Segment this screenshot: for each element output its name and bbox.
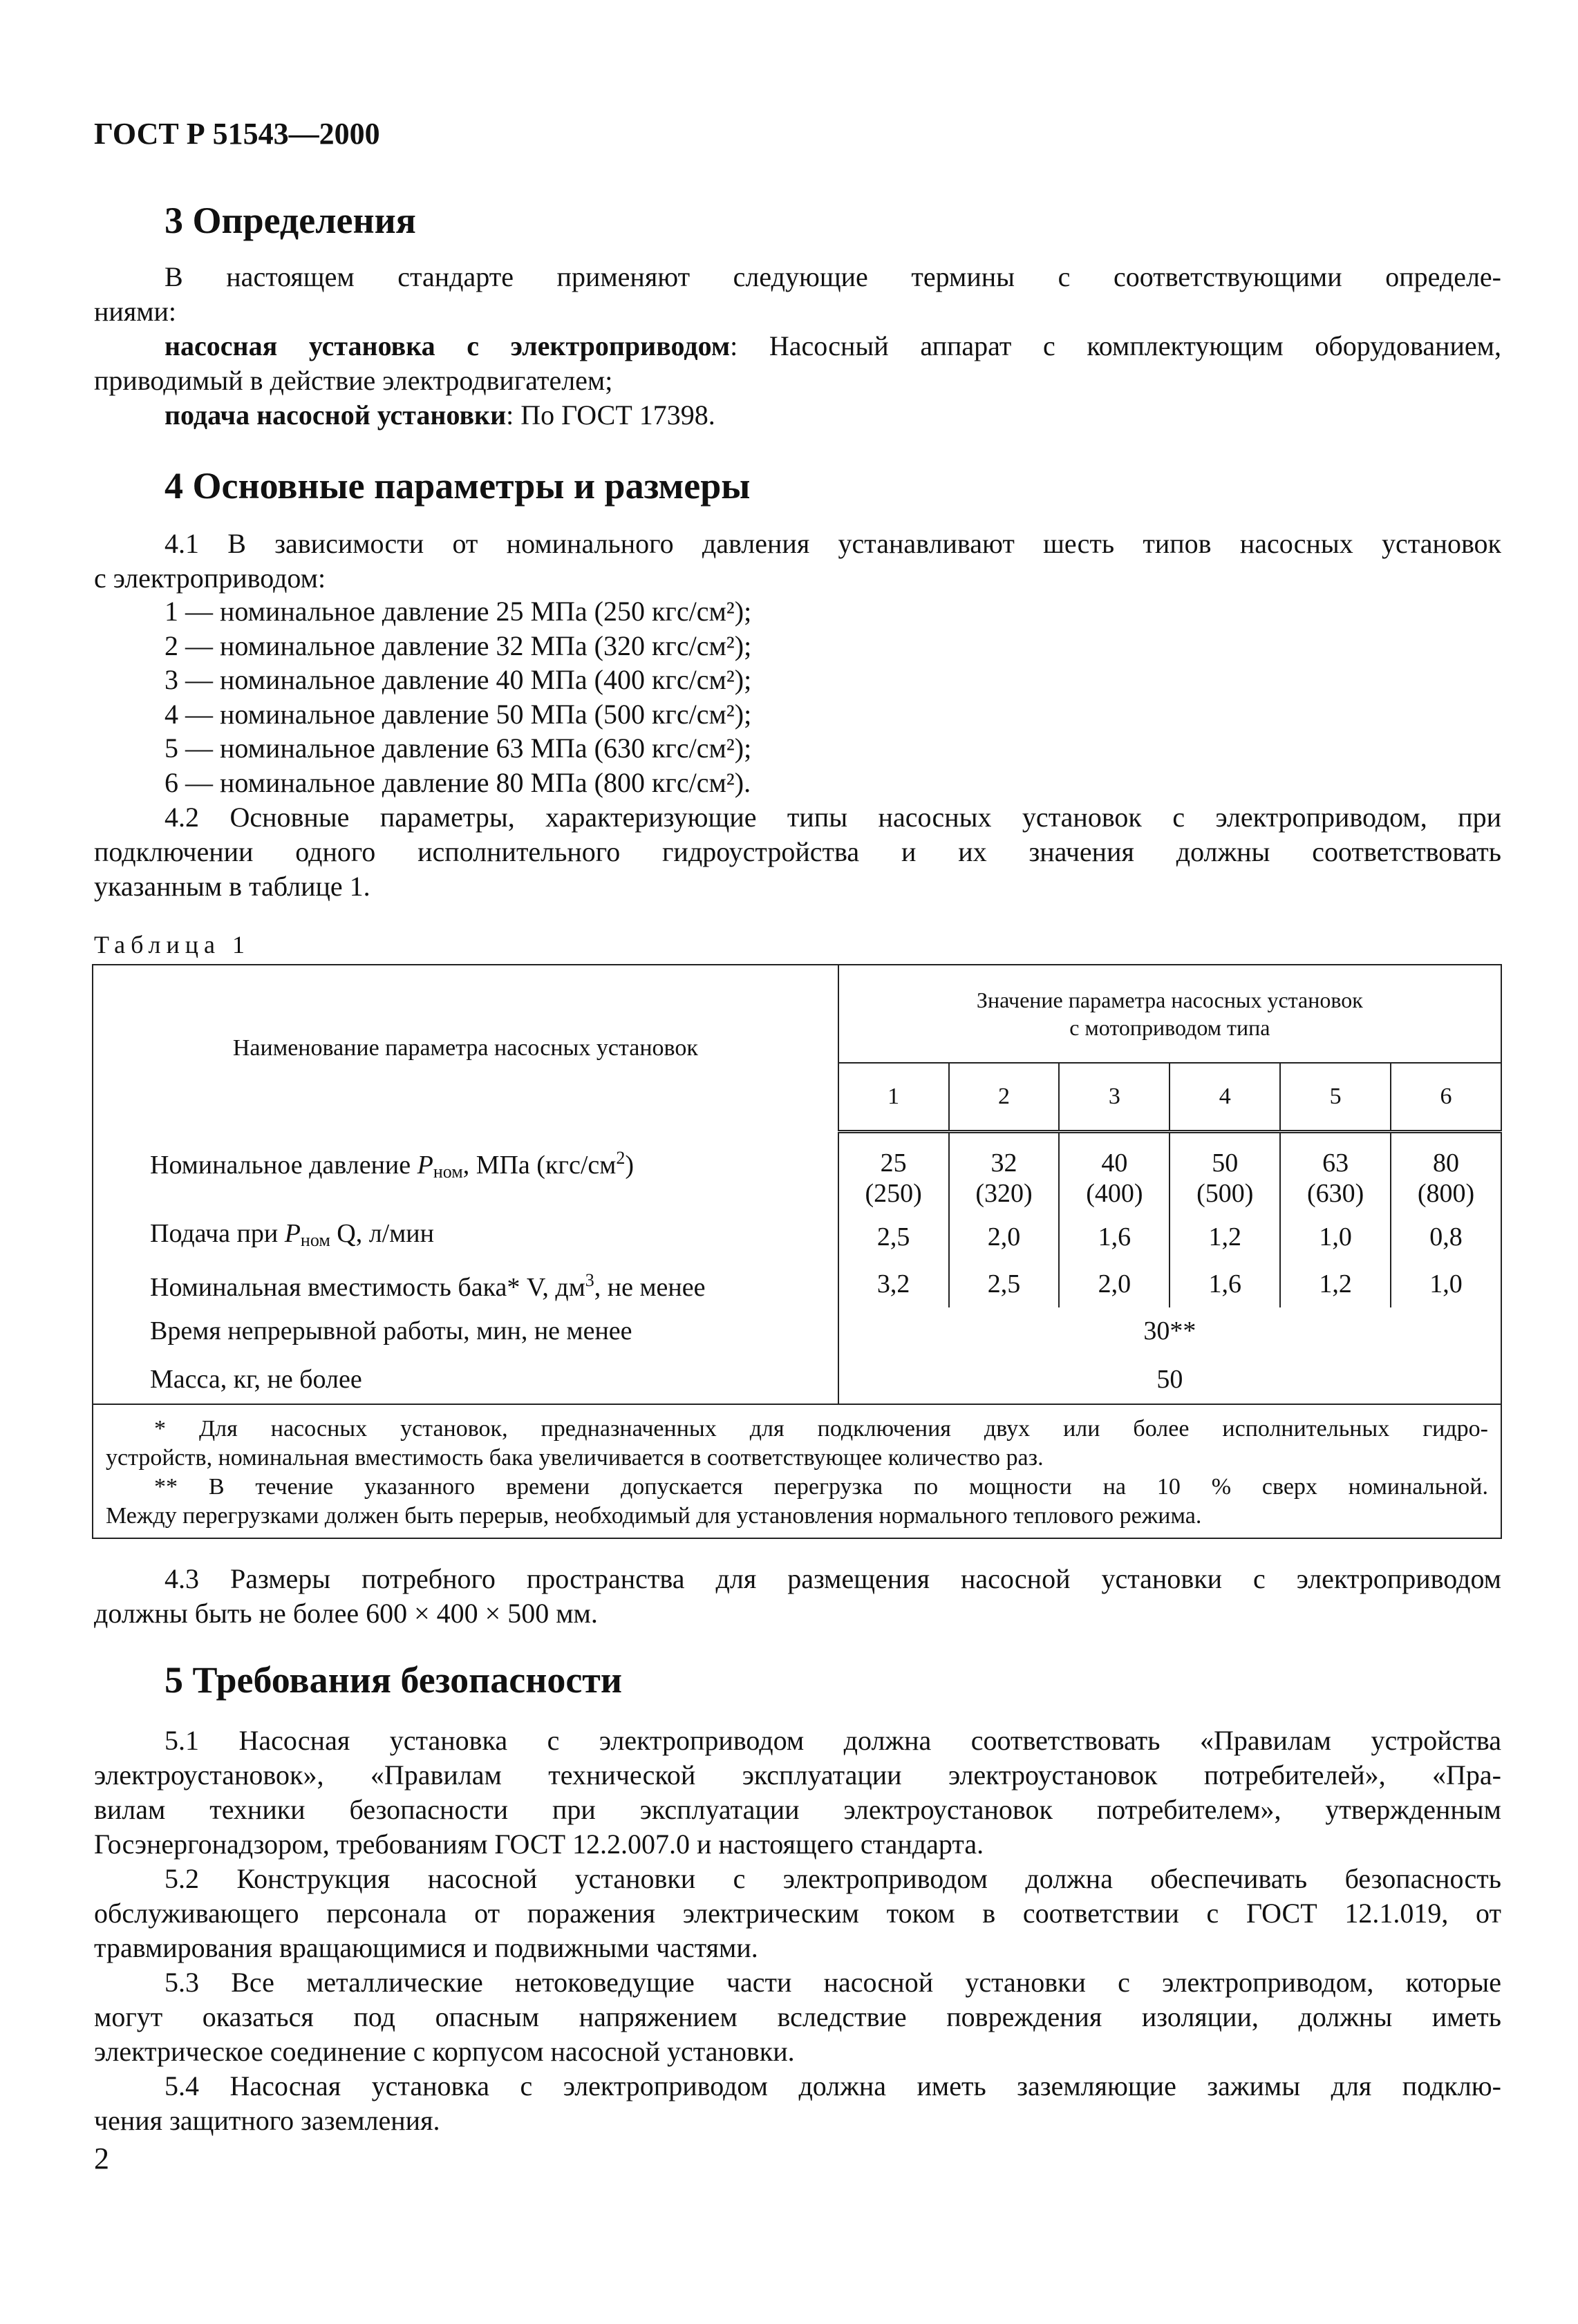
para-4-2-line-3: указанным в таблице 1. bbox=[94, 871, 370, 902]
para-5-1 bbox=[94, 1723, 1501, 1862]
definition-2-text: : По ГОСТ 17398. bbox=[506, 399, 715, 431]
para-4-1-line-2: с электроприводом: bbox=[94, 563, 326, 594]
definition-2 bbox=[94, 398, 1501, 433]
definitions-intro-line-1: В настоящем стандарте применяют следующие термины с соответствующими определе- bbox=[165, 261, 1501, 292]
section-3-title: 3 Определения bbox=[165, 200, 416, 241]
para-4-2-line-2: подключении одного исполнительного гидроустройства и их значения должны соответствовать bbox=[94, 836, 1501, 867]
para-4-1 bbox=[94, 527, 1501, 596]
row-mass-name: Масса, кг, не более bbox=[93, 1354, 838, 1404]
para-4-3 bbox=[94, 1562, 1501, 1631]
table-cell: 1,6 bbox=[1170, 1260, 1280, 1307]
para-line: обслуживающего персонала от поражения электрическим током в соответствии с ГОСТ 12.1.019, от bbox=[94, 1898, 1501, 1929]
table-cell: 1,0 bbox=[1391, 1260, 1501, 1307]
para-line: 5.2 Конструкция насосной установки с электроприводом должна обеспечивать безопасность bbox=[165, 1863, 1501, 1894]
table-cell: 2,5 bbox=[838, 1213, 949, 1260]
table-cell: 2,5 bbox=[949, 1260, 1060, 1307]
param-value-header-line-2: с мотоприводом типа bbox=[1069, 1015, 1270, 1040]
table-cell: 32 (320) bbox=[949, 1132, 1060, 1214]
table-cell: 1,2 bbox=[1170, 1213, 1280, 1260]
type-item: 2 — номинальное давление 32 МПа (320 кгс/см²); bbox=[165, 630, 752, 661]
row-nominal-pressure-name: Номинальное давление $P_{ном}$, МПа $(кгс/см^2)$ bbox=[93, 1132, 838, 1214]
type-number: 4 bbox=[1170, 1063, 1280, 1132]
footnote-2-line-1: ** В течение указанного времени допускается перегрузка по мощности на 10 % сверх номинальной. bbox=[154, 1474, 1488, 1500]
para-4-3-line-1: 4.3 Размеры потребного пространства для размещения насосной установки с электроприводом bbox=[165, 1563, 1501, 1594]
para-5-4 bbox=[94, 2069, 1501, 2138]
definition-1-line-1 bbox=[94, 329, 1501, 363]
table-cell: 2,0 bbox=[949, 1213, 1060, 1260]
row-work-time-value: 30** bbox=[838, 1307, 1501, 1354]
table-cell: 25 (250) bbox=[838, 1132, 949, 1214]
pump-type-list bbox=[165, 594, 751, 800]
type-item: 1 — номинальное давление 25 МПа (250 кгс/см²); bbox=[165, 596, 752, 627]
type-number: 5 bbox=[1280, 1063, 1391, 1132]
para-line: могут оказаться под опасным напряжением вследствие повреждения изоляции, должны иметь bbox=[94, 2001, 1501, 2032]
table-cell: 2,0 bbox=[1059, 1260, 1170, 1307]
footnote-1-line-2: устройств, номинальная вместимость бака увеличивается в соответствующее количество раз. bbox=[106, 1445, 1044, 1471]
section-3-body bbox=[94, 260, 1501, 433]
table-caption: Таблица 1 bbox=[94, 931, 250, 958]
table-cell: 1,0 bbox=[1280, 1213, 1391, 1260]
table-cell: 1,2 bbox=[1280, 1260, 1391, 1307]
para-4-2-line-1: 4.2 Основные параметры, характеризующие типы насосных установок с электроприводом, при bbox=[165, 802, 1501, 833]
para-line: электроустановок», «Правилам технической эксплуатации электроустановок потребителей», «Пра- bbox=[94, 1759, 1501, 1791]
definitions-intro-line-2: ниями: bbox=[94, 296, 177, 327]
para-5-2 bbox=[94, 1862, 1501, 1965]
footnote-2-line-2: Между перегрузками должен быть перерыв, необходимый для установления нормального теплового режима. bbox=[106, 1503, 1202, 1529]
definition-1-line-2: приводимый в действие электродвигателем; bbox=[94, 365, 613, 396]
para-line: электрическое соединение с корпусом насосной установки. bbox=[94, 2036, 795, 2067]
para-5-3 bbox=[94, 1965, 1501, 2069]
type-number: 1 bbox=[838, 1063, 949, 1132]
type-item: 4 — номинальное давление 50 МПа (500 кгс/см²); bbox=[165, 698, 752, 730]
para-line: вилам техники безопасности при эксплуатации электроустановок потребителем», утвержденным bbox=[94, 1794, 1501, 1825]
table-cell: 63 (630) bbox=[1280, 1132, 1391, 1214]
table-cell: 40 (400) bbox=[1059, 1132, 1170, 1214]
param-name-header: Наименование параметра насосных установок bbox=[93, 965, 838, 1132]
page-number: 2 bbox=[94, 2142, 109, 2175]
table-cell: 1,6 bbox=[1059, 1213, 1170, 1260]
row-tank-capacity-name: Номинальная вместимость бака* V, $дм^3$, не менее bbox=[93, 1260, 838, 1307]
para-line: Госэнергонадзором, требованиям ГОСТ 12.2.007.0 и настоящего стандарта. bbox=[94, 1829, 984, 1860]
para-4-3-line-2: должны быть не более 600 × 400 × 500 мм. bbox=[94, 1598, 598, 1629]
table-cell: 3,2 bbox=[838, 1260, 949, 1307]
para-line: 5.1 Насосная установка с электроприводом должна соответствовать «Правилам устройства bbox=[165, 1725, 1501, 1756]
para-line: 5.3 Все металлические нетоковедущие части насосной установки с электроприводом, которые bbox=[165, 1967, 1501, 1998]
definition-1-text: : Насосный аппарат с комплектующим оборудованием, bbox=[730, 330, 1501, 361]
param-value-header bbox=[838, 965, 1501, 1063]
table-cell: 80 (800) bbox=[1391, 1132, 1501, 1214]
footnote-1-line-1: * Для насосных установок, предназначенных для подключения двух или более исполнительных гидро- bbox=[154, 1416, 1488, 1442]
term-pump-unit: насосная установка с электроприводом bbox=[165, 330, 731, 361]
type-item: 3 — номинальное давление 40 МПа (400 кгс/см²); bbox=[165, 664, 752, 695]
table-cell: 0,8 bbox=[1391, 1213, 1501, 1260]
para-4-2 bbox=[94, 800, 1501, 904]
table-cell: 50 (500) bbox=[1170, 1132, 1280, 1214]
row-supply-name: Подача при $P_{ном}$ Q, л/мин bbox=[93, 1213, 838, 1260]
type-number: 3 bbox=[1059, 1063, 1170, 1132]
para-line: 5.4 Насосная установка с электроприводом должна иметь заземляющие зажимы для подклю- bbox=[165, 2070, 1501, 2101]
para-4-1-line-1: 4.1 В зависимости от номинального давления устанавливают шесть типов насосных установок bbox=[165, 528, 1501, 559]
row-work-time-name: Время непрерывной работы, мин, не менее bbox=[93, 1307, 838, 1354]
table-footnotes bbox=[93, 1404, 1501, 1538]
table-1 bbox=[92, 964, 1502, 1539]
type-number: 6 bbox=[1391, 1063, 1501, 1132]
type-number: 2 bbox=[949, 1063, 1060, 1132]
para-line: чения защитного заземления. bbox=[94, 2105, 440, 2136]
running-header: ГОСТ Р 51543—2000 bbox=[94, 117, 380, 151]
section-4-title: 4 Основные параметры и размеры bbox=[165, 465, 751, 507]
type-item: 6 — номинальное давление 80 МПа (800 кгс/см²). bbox=[165, 766, 751, 798]
row-mass-value: 50 bbox=[838, 1354, 1501, 1404]
type-item: 5 — номинальное давление 63 МПа (630 кгс/см²); bbox=[165, 733, 752, 764]
section-5-title: 5 Требования безопасности bbox=[165, 1659, 622, 1701]
param-value-header-line-1: Значение параметра насосных установок bbox=[976, 988, 1363, 1012]
para-line: травмирования вращающимися и подвижными частями. bbox=[94, 1932, 758, 1963]
term-pump-supply: подача насосной установки bbox=[165, 399, 507, 431]
